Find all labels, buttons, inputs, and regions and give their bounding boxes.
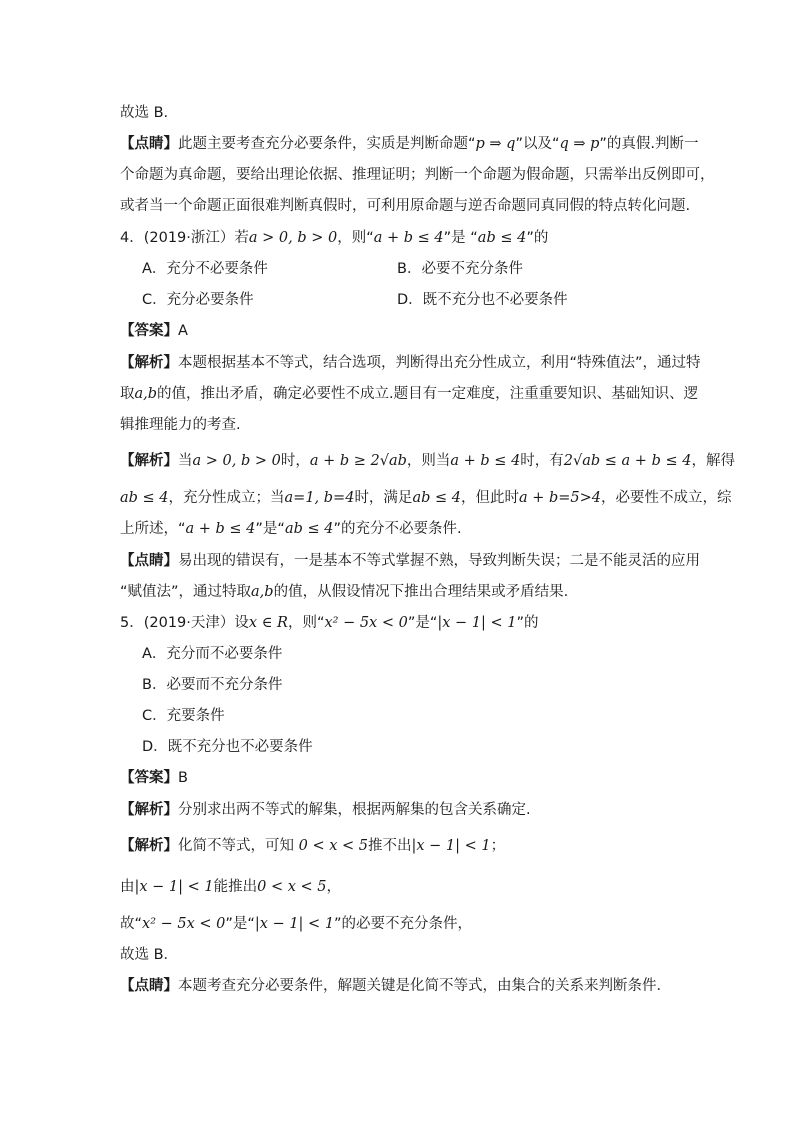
q3-comment-line-2 <box>120 165 715 185</box>
text: ，则“ <box>287 615 325 631</box>
text: ”是“ <box>255 521 285 537</box>
text: B．必要不充分条件 <box>397 261 523 277</box>
q4-option-b <box>397 259 523 279</box>
q5-answer <box>120 768 188 788</box>
q5-solution-line-4 <box>120 945 178 965</box>
math: a + b ≤ 4 <box>373 230 444 246</box>
math: a,b <box>251 584 274 600</box>
text: ，但此时 <box>460 490 519 506</box>
q4-option-c <box>142 290 254 310</box>
text: ”是“ <box>225 916 255 932</box>
q4-analysis-line-3 <box>120 415 241 435</box>
text: 的值，从假设情况下推出合理结果或矛盾结果. <box>273 584 569 600</box>
text: 易出现的错误有，一是基本不等式掌握不熟，导致判断失误；二是不能灵活的应用 <box>178 553 700 569</box>
text: 5．(2019·天津）设 <box>120 615 249 631</box>
answer-tag: 【答案】 <box>120 770 178 786</box>
math: ab ≤ 4 <box>284 521 334 537</box>
math: x² − 5x < 0 <box>142 916 226 932</box>
comment-tag: 【点睛】 <box>120 553 178 569</box>
math: a + b ≤ 4 <box>185 521 256 537</box>
text: ”的必要不充分条件， <box>334 916 473 932</box>
text: 当 <box>178 453 193 469</box>
comment-tag: 【点睛】 <box>120 136 178 152</box>
q4-solution-line-3 <box>120 519 462 539</box>
math: ab ≤ 4 <box>477 230 527 246</box>
text: 取 <box>120 386 135 402</box>
text: 个命题为真命题，要给出理论依据、推理证明；判断一个命题为假命题，只需举出反例即可， <box>120 167 715 183</box>
text: 上所述，“ <box>120 521 186 537</box>
analysis-tag: 【解析】 <box>120 355 178 371</box>
text: 时，有 <box>520 453 564 469</box>
q4-analysis-line-1 <box>120 353 701 373</box>
text: ， <box>326 879 342 895</box>
q4-analysis-line-2 <box>120 384 698 404</box>
text: ，必要性不成立，综 <box>601 490 732 506</box>
q3-answer-conclusion <box>120 103 168 123</box>
text: ，解得 <box>691 453 735 469</box>
math: a > 0, b > 0 <box>192 453 281 469</box>
q5-solution-line-3 <box>120 914 472 934</box>
text: B．必要而不充分条件 <box>142 677 283 693</box>
text: ”以及“ <box>515 136 560 152</box>
text: A．充分不必要条件 <box>142 261 268 277</box>
text: ，则当 <box>406 453 451 469</box>
text: 本题根据基本不等式，结合选项，判断得出充分性成立，利用“特殊值法”，通过特 <box>178 355 701 371</box>
text: ； <box>490 838 506 854</box>
text: ，充分性成立；当 <box>168 490 285 506</box>
math: a=1, b=4 <box>284 490 355 506</box>
solution-tag: 【解析】 <box>120 838 178 854</box>
q3-comment-line-3 <box>120 196 690 216</box>
math: x² − 5x < 0 <box>324 615 408 631</box>
q5-stem <box>120 613 539 633</box>
q4-solution-line-1 <box>120 451 735 471</box>
math: a,b <box>134 386 158 402</box>
text: 辑推理能力的考查. <box>120 417 241 433</box>
text: 分别求出两不等式的解集，根据两解集的包含关系确定. <box>178 802 531 818</box>
text: 时， <box>280 453 310 469</box>
q5-solution-line-1 <box>120 836 505 856</box>
math: |x − 1| < 1 <box>437 615 517 631</box>
text: “赋值法”，通过特取 <box>120 584 252 600</box>
text: D．既不充分也不必要条件 <box>397 292 568 308</box>
text: A．充分而不必要条件 <box>142 646 283 662</box>
text: ”的 <box>526 230 549 246</box>
math: a > 0, b > 0 <box>248 230 338 246</box>
math: a + b ≥ 2√ab <box>309 453 407 469</box>
math: 0 < x < 5 <box>298 838 368 854</box>
text: ”是“ <box>407 615 438 631</box>
q4-comment-line-2 <box>120 582 568 602</box>
text: ，则“ <box>337 230 374 246</box>
text: 故“ <box>120 916 143 932</box>
q5-option-b <box>142 675 282 695</box>
text: 或者当一个命题正面很难判断真假时，可利用原命题与逆否命题同真同假的特点转化问题. <box>120 198 691 214</box>
q5-option-c <box>142 706 225 726</box>
math: a + b=5>4 <box>518 490 602 506</box>
q5-solution-line-2 <box>120 877 341 897</box>
q5-option-a <box>142 644 282 664</box>
math: |x − 1| < 1 <box>411 838 491 854</box>
answer-value: B <box>178 770 188 786</box>
analysis-tag: 【解析】 <box>120 802 178 818</box>
text: 能推出 <box>213 879 258 895</box>
text: 4．(2019·浙江）若 <box>120 230 249 246</box>
q4-solution-line-2 <box>120 488 732 508</box>
text: 此题主要考查充分必要条件，实质是判断命题“ <box>178 136 476 152</box>
text: 推不出 <box>367 838 412 854</box>
math: |x − 1| < 1 <box>134 879 214 895</box>
text: 故选 B． <box>120 947 179 963</box>
q4-option-d <box>397 290 568 310</box>
text: 故选 B. <box>120 105 169 121</box>
math: ab ≤ 4 <box>412 490 461 506</box>
text: 本题考查充分必要条件，解题关键是化简不等式，由集合的关系来判断条件． <box>178 978 671 994</box>
text: ”是 “ <box>443 230 478 246</box>
math: q ⇒ p <box>559 136 600 152</box>
text: 由 <box>120 879 135 895</box>
math: |x − 1| < 1 <box>254 916 335 932</box>
math: a + b ≤ 4 <box>450 453 521 469</box>
q3-comment-line-1 <box>120 134 699 154</box>
text: D．既不充分也不必要条件 <box>142 739 313 755</box>
q5-option-d <box>142 737 313 757</box>
text: 化简不等式，可知 <box>178 838 299 854</box>
text: 时，满足 <box>354 490 413 506</box>
text: ”的充分不必要条件. <box>333 521 462 537</box>
solution-tag: 【解析】 <box>120 453 178 469</box>
text: C．充分必要条件 <box>142 292 254 308</box>
q4-option-a <box>142 259 268 279</box>
math: x ∈ R <box>248 615 288 631</box>
q5-analysis-line-1 <box>120 800 531 820</box>
q4-stem <box>120 228 548 248</box>
q4-answer <box>120 321 188 341</box>
text: ”的真假.判断一 <box>599 136 699 152</box>
math: ab ≤ 4 <box>120 490 169 506</box>
text: ”的 <box>516 615 539 631</box>
math: 2√ab ≤ a + b ≤ 4 <box>563 453 692 469</box>
answer-value: A <box>178 323 188 339</box>
math: 0 < x < 5 <box>257 879 327 895</box>
math: p ⇒ q <box>475 136 516 152</box>
q5-comment-line-1 <box>120 976 671 996</box>
text: 的值，推出矛盾，确定必要性不成立.题目有一定难度，注重重要知识、基础知识、逻 <box>157 386 699 402</box>
text: C．充要条件 <box>142 708 225 724</box>
q4-comment-line-1 <box>120 551 700 571</box>
answer-tag: 【答案】 <box>120 323 178 339</box>
comment-tag: 【点睛】 <box>120 978 178 994</box>
